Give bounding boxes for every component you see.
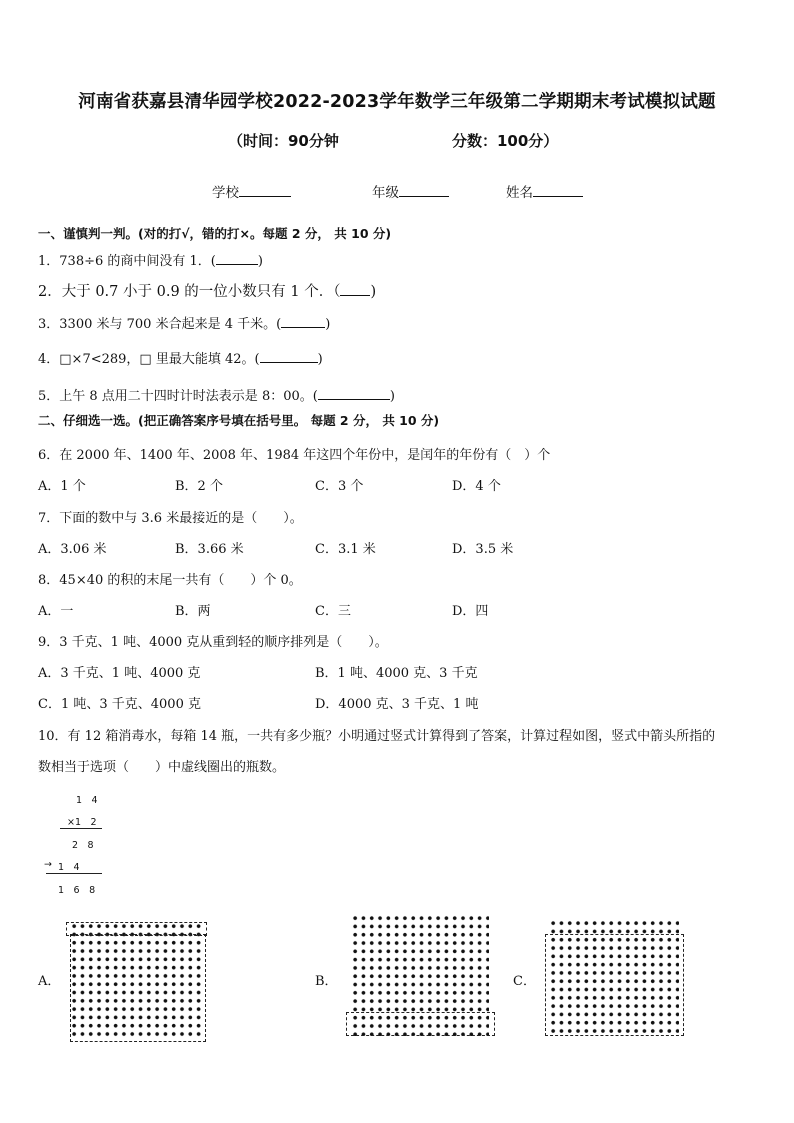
calc-row-product: 1 6 8 — [58, 885, 96, 896]
section1-heading: 一、谨慎判一判。(对的打√，错的打×。每题 2 分， 共 10 分) — [38, 226, 392, 241]
exam-title: 河南省获嘉县清华园学校2022-2023学年数学三年级第二学期期末考试模拟试题 — [78, 92, 716, 112]
school-blank[interactable] — [239, 184, 291, 197]
q10-option-c-dashed-box — [545, 934, 684, 1036]
name-blank[interactable] — [533, 184, 583, 197]
q9-option-c[interactable]: C．1 吨、3 千克、4000 克 — [38, 697, 201, 712]
question-10-line1: 10．有 12 箱消毒水，每箱 14 瓶，一共有多少瓶？小明通过竖式计算得到了答案，计算过程如图，竖式中箭头所指的 — [38, 729, 716, 744]
question-3-close: ) — [325, 317, 331, 332]
q9-option-d[interactable]: D．4000 克、3 千克、1 吨 — [315, 697, 479, 712]
question-10-line2: 数相当于选项（ ）中虚线圈出的瓶数。 — [38, 760, 286, 775]
exam-time: （时间：90分钟 — [228, 132, 339, 150]
question-3 — [38, 313, 330, 332]
school-label: 学校 — [212, 185, 239, 201]
grade-blank[interactable] — [399, 184, 449, 197]
q6-option-b[interactable]: B．2 个 — [175, 479, 223, 494]
question-4 — [38, 348, 323, 367]
q8-option-b[interactable]: B．两 — [175, 604, 211, 619]
exam-score: 分数：100分） — [452, 132, 559, 150]
q10-option-a[interactable]: A． — [38, 974, 61, 989]
calc-row-multiplier: ×1 2 — [67, 817, 97, 828]
q7-option-a[interactable]: A．3.06 米 — [38, 542, 107, 557]
q8-option-d[interactable]: D．四 — [452, 604, 489, 619]
q8-option-c[interactable]: C．三 — [315, 604, 351, 619]
question-4-text: 4．□×7<289，□ 里最大能填 42。( — [38, 352, 260, 367]
question-7: 7．下面的数中与 3.6 米最接近的是（ ）。 — [38, 511, 303, 526]
question-1-text: 1．738÷6 的商中间没有 1．( — [38, 254, 216, 269]
question-5 — [38, 385, 395, 404]
answer-blank-5[interactable] — [318, 387, 390, 400]
calc-row-partial-1: 2 8 — [72, 840, 94, 851]
question-2-text: 2．大于 0.7 小于 0.9 的一位小数只有 1 个．（ — [38, 284, 341, 300]
school-field — [212, 181, 291, 201]
question-5-close: ) — [389, 389, 395, 404]
q9-option-b[interactable]: B．1 吨、4000 克、3 千克 — [315, 666, 478, 681]
question-8: 8．45×40 的积的末尾一共有（ ）个 0。 — [38, 573, 302, 588]
q6-option-d[interactable]: D．4 个 — [452, 479, 501, 494]
answer-blank-2[interactable] — [340, 283, 370, 296]
grade-field — [372, 181, 449, 201]
q10-option-a-dashed-box — [70, 934, 206, 1042]
section2-heading: 二、仔细选一选。(把正确答案序号填在括号里。 每题 2 分， 共 10 分) — [38, 413, 440, 428]
q6-option-a[interactable]: A．1 个 — [38, 479, 86, 494]
name-label: 姓名 — [506, 185, 533, 201]
q10-option-b-dashed-bottom — [346, 1012, 495, 1036]
question-2-close: ) — [370, 284, 377, 300]
q8-option-a[interactable]: A．一 — [38, 604, 74, 619]
question-6: 6．在 2000 年、1400 年、2008 年、1984 年这四个年份中，是闰年的年份有（ ）个 — [38, 448, 551, 463]
calc-row-partial-2: 1 4 — [58, 862, 80, 873]
question-3-text: 3．3300 米与 700 米合起来是 4 千米。( — [38, 317, 282, 332]
question-2 — [38, 280, 376, 301]
calc-rule-2 — [46, 873, 102, 874]
q9-option-a[interactable]: A．3 千克、1 吨、4000 克 — [38, 666, 201, 681]
grade-label: 年级 — [372, 185, 399, 201]
q7-option-c[interactable]: C．3.1 米 — [315, 542, 376, 557]
q6-option-c[interactable]: C．3 个 — [315, 479, 364, 494]
question-1 — [38, 250, 263, 269]
q10-option-b[interactable]: B． — [315, 974, 338, 989]
answer-blank-4[interactable] — [260, 350, 318, 363]
q7-option-b[interactable]: B．3.66 米 — [175, 542, 244, 557]
calc-row-multiplicand: 1 4 — [76, 795, 98, 806]
answer-blank-1[interactable] — [216, 252, 258, 265]
calc-rule-1 — [60, 828, 102, 829]
question-9: 9．3 千克、1 吨、4000 克从重到轻的顺序排列是（ ）。 — [38, 635, 388, 650]
question-1-close: ) — [257, 254, 263, 269]
answer-blank-3[interactable] — [281, 315, 325, 328]
q7-option-d[interactable]: D．3.5 米 — [452, 542, 514, 557]
q10-option-c[interactable]: C． — [513, 974, 536, 989]
question-4-close: ) — [317, 352, 323, 367]
name-field — [506, 181, 583, 201]
question-5-text: 5．上午 8 点用二十四时计时法表示是 8：00。( — [38, 389, 318, 404]
calc-arrow-icon: → — [44, 859, 52, 870]
